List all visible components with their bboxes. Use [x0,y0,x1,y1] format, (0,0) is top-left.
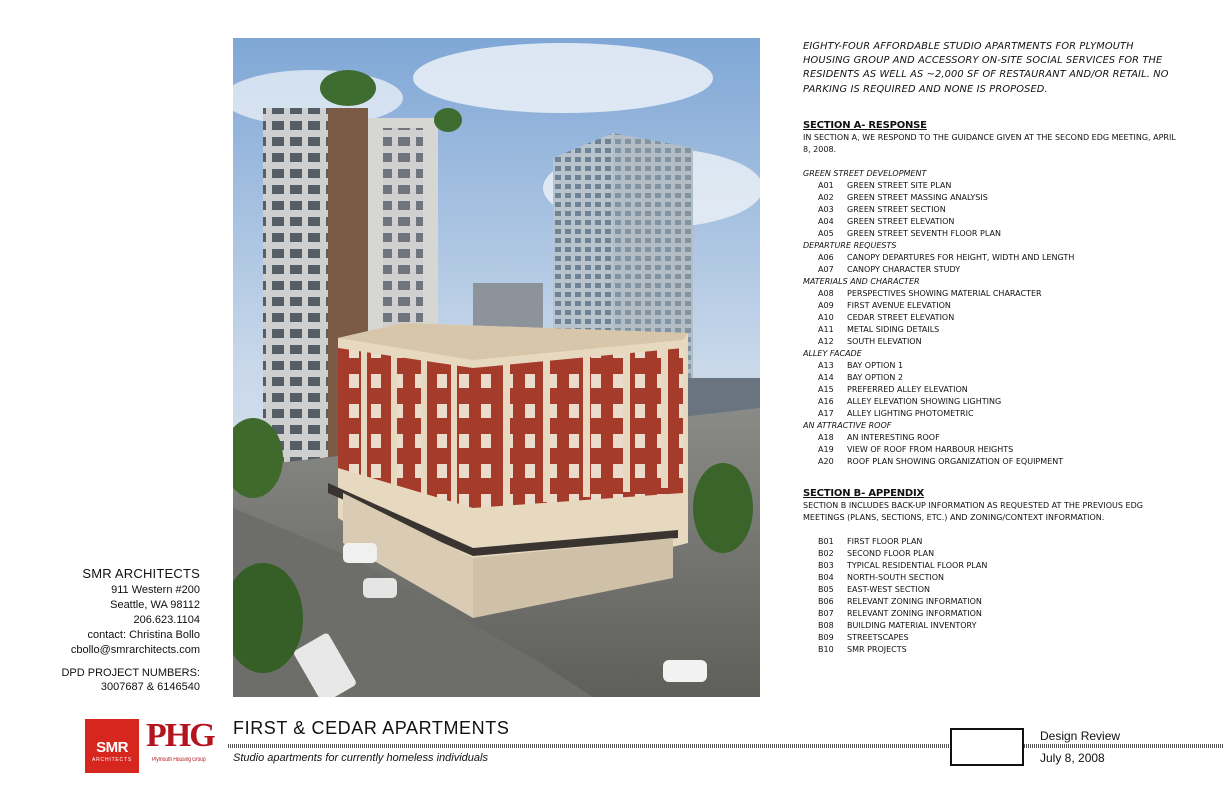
item-label: EAST-WEST SECTION [847,584,931,594]
list-item [803,288,1183,300]
footer-divider [228,744,1224,748]
list-item [803,300,1183,312]
phg-logo [146,716,214,776]
item-label: SOUTH ELEVATION [847,336,922,346]
item-code: A11 [818,324,834,334]
list-item [803,360,1183,372]
firm-address-2: Seattle, WA 98112 [110,599,200,611]
section-b-description: SECTION B INCLUDES BACK-UP INFORMATION AS REQUESTED AT THE PREVIOUS EDG MEETINGS (PLANS, SECTIONS, ETC.) AND ZONING/CONTEXT INFORMATION. [803,500,1143,522]
item-code: A15 [818,384,834,394]
list-item [803,632,1183,644]
list-item [803,372,1183,384]
firm-name: SMR ARCHITECTS [82,566,200,581]
list-item [803,432,1183,444]
item-code: A06 [818,252,834,262]
phg-logo-sub: Plymouth Housing Group [152,757,206,763]
item-label: GREEN STREET SEVENTH FLOOR PLAN [847,228,1001,238]
item-code: A18 [818,432,834,442]
item-code: A14 [818,372,834,382]
item-label: ALLEY LIGHTING PHOTOMETRIC [847,408,974,418]
item-label: GREEN STREET MASSING ANALYSIS [847,192,988,202]
item-code: A09 [818,300,834,310]
list-item [803,192,1183,204]
item-code: A19 [818,444,834,454]
dpd-numbers: 3007687 & 6146540 [100,681,200,693]
list-item [803,620,1183,632]
item-code: B02 [818,548,834,558]
list-item [803,444,1183,456]
item-code: B04 [818,572,834,582]
item-code: B07 [818,608,834,618]
list-item [803,408,1183,420]
firm-info [61,566,200,694]
building-rendering-photo [233,38,760,697]
project-title: FIRST & CEDAR APARTMENTS [233,718,510,738]
item-code: A20 [818,456,834,466]
group-heading: AN ATTRACTIVE ROOF [803,420,892,430]
firm-contact: contact: Christina Bollo [87,629,200,641]
list-item [803,644,1183,656]
item-code: A17 [818,408,834,418]
item-label: SECOND FLOOR PLAN [847,548,935,558]
item-code: A13 [818,360,834,370]
firm-address-1: 911 Western #200 [111,584,200,596]
item-label: STREETSCAPES [847,632,909,642]
list-item [803,548,1183,560]
dpd-label: DPD PROJECT NUMBERS: [61,667,200,679]
section-a [803,120,1183,468]
item-label: BAY OPTION 1 [847,360,904,370]
list-item [803,456,1183,468]
list-item [803,336,1183,348]
list-item [803,536,1183,548]
item-code: B08 [818,620,834,630]
item-label: AN INTERESTING ROOF [847,432,940,442]
firm-phone: 206.623.1104 [133,614,200,626]
item-label: CANOPY CHARACTER STUDY [847,264,961,274]
item-code: B05 [818,584,834,594]
review-date: July 8, 2008 [1040,751,1105,765]
item-label: RELEVANT ZONING INFORMATION [847,608,982,618]
item-code: A05 [818,228,834,238]
list-item [803,324,1183,336]
list-item [803,252,1183,264]
section-b-heading: SECTION B- APPENDIX [803,487,925,499]
item-label: METAL SIDING DETAILS [847,324,940,334]
item-code: A02 [818,192,834,202]
item-label: RELEVANT ZONING INFORMATION [847,596,982,606]
phg-logo-text: PHG [146,717,214,754]
firm-email: cbollo@smrarchitects.com [70,644,200,656]
item-code: A04 [818,216,834,226]
item-label: BAY OPTION 2 [847,372,904,382]
item-code: A16 [818,396,834,406]
item-label: PERSPECTIVES SHOWING MATERIAL CHARACTER [847,288,1042,298]
list-item [803,384,1183,396]
project-description [803,40,1183,656]
list-item [803,204,1183,216]
list-item [803,264,1183,276]
project-intro: EIGHTY-FOUR AFFORDABLE STUDIO APARTMENTS FOR PLYMOUTH HOUSING GROUP AND ACCESSORY ON-SITE SOCIAL SERVICES FOR THE RESIDENTS AS WELL AS ~2,000 SF OF RESTAURANT AND/OR RETAIL. NO PARKING IS REQUIRED AND NONE IS PROPOSED. [803,41,1169,95]
item-label: GREEN STREET SITE PLAN [847,180,952,190]
list-item [803,216,1183,228]
item-label: CEDAR STREET ELEVATION [847,312,955,322]
list-item [803,180,1183,192]
item-code: A12 [818,336,834,346]
item-label: NORTH-SOUTH SECTION [847,572,944,582]
item-label: FIRST AVENUE ELEVATION [847,300,951,310]
smr-logo [85,719,139,773]
item-code: A03 [818,204,834,214]
smr-logo-sub: ARCHITECTS [92,756,132,763]
item-code: B10 [818,644,834,654]
item-label: BUILDING MATERIAL INVENTORY [847,620,977,630]
group-heading: ALLEY FACADE [803,348,862,358]
item-code: B06 [818,596,834,606]
item-code: A01 [818,180,834,190]
item-code: A07 [818,264,834,274]
item-label: ROOF PLAN SHOWING ORGANIZATION OF EQUIPMENT [847,456,1064,466]
item-label: SMR PROJECTS [847,644,907,654]
item-label: TYPICAL RESIDENTIAL FLOOR PLAN [847,560,988,570]
list-item [803,560,1183,572]
list-item [803,584,1183,596]
item-label: PREFERRED ALLEY ELEVATION [847,384,968,394]
item-label: CANOPY DEPARTURES FOR HEIGHT, WIDTH AND LENGTH [847,252,1075,262]
group-heading: MATERIALS AND CHARACTER [803,276,920,286]
item-code: B09 [818,632,834,642]
group-heading: GREEN STREET DEVELOPMENT [803,168,927,178]
item-code: A10 [818,312,834,322]
stamp-box [950,728,1024,766]
project-subtitle: Studio apartments for currently homeless individuals [233,752,488,764]
item-label: VIEW OF ROOF FROM HARBOUR HEIGHTS [847,444,1014,454]
item-label: ALLEY ELEVATION SHOWING LIGHTING [847,396,1002,406]
list-item [803,596,1183,608]
section-b [803,488,1183,656]
item-code: B03 [818,560,834,570]
item-label: GREEN STREET SECTION [847,204,946,214]
list-item [803,312,1183,324]
section-a-heading: SECTION A- RESPONSE [803,119,927,131]
list-item [803,228,1183,240]
item-code: B01 [818,536,834,546]
item-label: FIRST FLOOR PLAN [847,536,923,546]
section-a-description: IN SECTION A, WE RESPOND TO THE GUIDANCE GIVEN AT THE SECOND EDG MEETING, APRIL 8, 2008. [803,132,1176,154]
list-item [803,396,1183,408]
list-item [803,608,1183,620]
group-heading: DEPARTURE REQUESTS [803,240,897,250]
list-item [803,572,1183,584]
smr-logo-text: SMR [96,738,128,756]
item-label: GREEN STREET ELEVATION [847,216,955,226]
review-label: Design Review [1040,729,1121,743]
item-code: A08 [818,288,834,298]
